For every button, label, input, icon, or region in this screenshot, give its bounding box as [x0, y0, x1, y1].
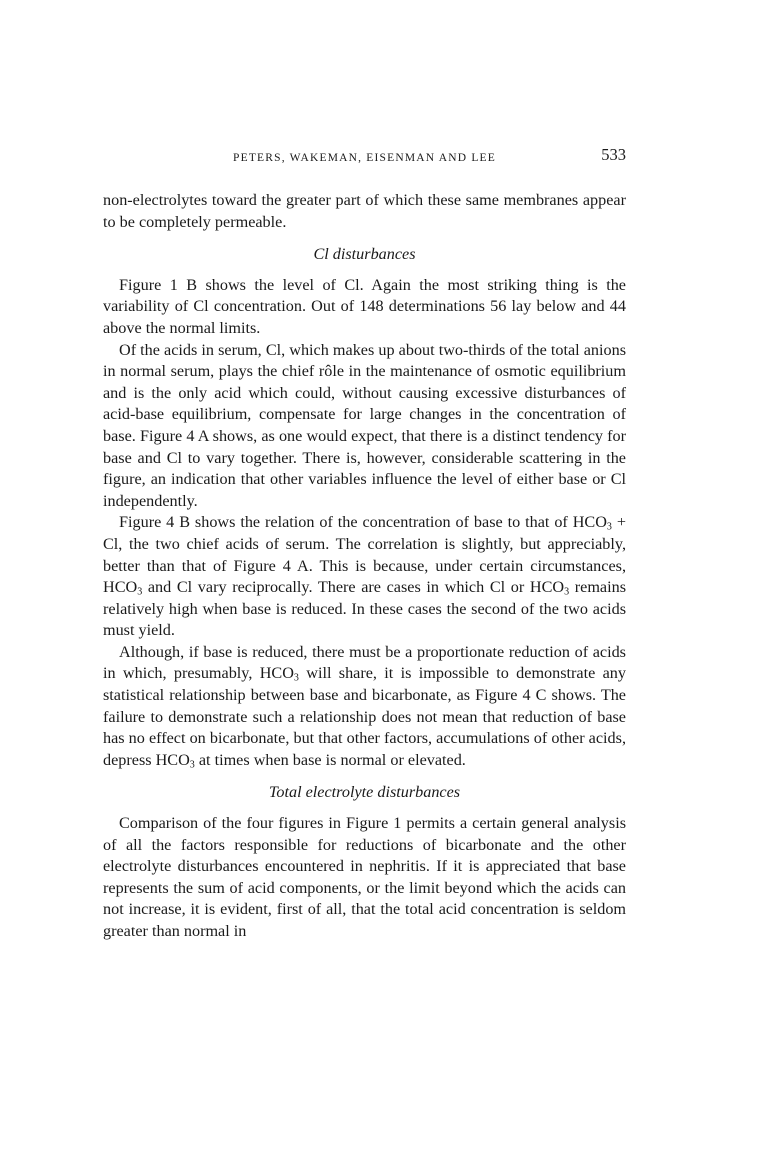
journal-page — [103, 144, 626, 943]
section-heading-total-electrolyte: Total electrolyte disturbances — [268, 783, 461, 802]
page-number: 533 — [601, 145, 626, 164]
paragraph-continuation: non-electrolytes toward the greater part of which these same membranes appear to be completely permeable. — [103, 191, 626, 231]
paragraph-figure-4b: Figure 4 B shows the relation of the concentration of base to that of $HCO_3 + Cl$, the two chief acids of serum. The correlation is slightly, but appreciably, better than that of Figure 4 A. This is because, under certain circumstances, $HCO_3$ and Cl vary reciprocally. There are cases in which Cl or $HCO_3$ remains relatively high when base is reduced. In these cases the second of the two acids must yield. — [103, 513, 626, 640]
paragraph-cl-level: Figure 1 B shows the level of Cl. Again the most striking thing is the variability of Cl concentration. Out of 148 determinations 56 lay below and 44 above the normal limits. — [103, 275, 626, 337]
page-header — [103, 144, 626, 170]
section-heading-cl: Cl disturbances — [313, 245, 416, 264]
running-head: PETERS, WAKEMAN, EISENMAN AND LEE — [233, 152, 496, 164]
paragraph-cl-acids: Of the acids in serum, Cl, which makes up about two-thirds of the total anions in normal serum, plays the chief rôle in the maintenance of osmotic equilibrium and is the only acid which could, without causing excessive disturbances of acid-base equilibrium, compensate for large changes in the concentration of base. Figure 4 A shows, as one would expect, that there is a distinct tendency for base and Cl to vary together. There is, however, considerable scattering in the figure, an indication that other variables influence the level of either base or Cl independently. — [103, 340, 626, 510]
paragraph-base-reduction: Although, if base is reduced, there must be a proportionate reduction of acids in which, presumably, $HCO_3$ will share, it is impossible to demonstrate any statistical relationship between base and bicarbonate, as Figure 4 C shows. The failure to demonstrate such a relationship does not mean that reduction of base has no effect on bicarbonate, but that other factors, accumulations of other acids, depress $HCO_3$ at times when base is normal or elevated. — [103, 642, 626, 771]
paragraph-total-electrolyte: Comparison of the four figures in Figure 1 permits a certain general analysis of all the factors responsible for reductions of bicarbonate and the other electrolyte disturbances encountered in nephritis. If it is appreciated that base represents the sum of acid components, or the limit beyond which the acids can not increase, it is evident, first of all, that the total acid concentration is seldom greater than normal in — [103, 814, 626, 940]
